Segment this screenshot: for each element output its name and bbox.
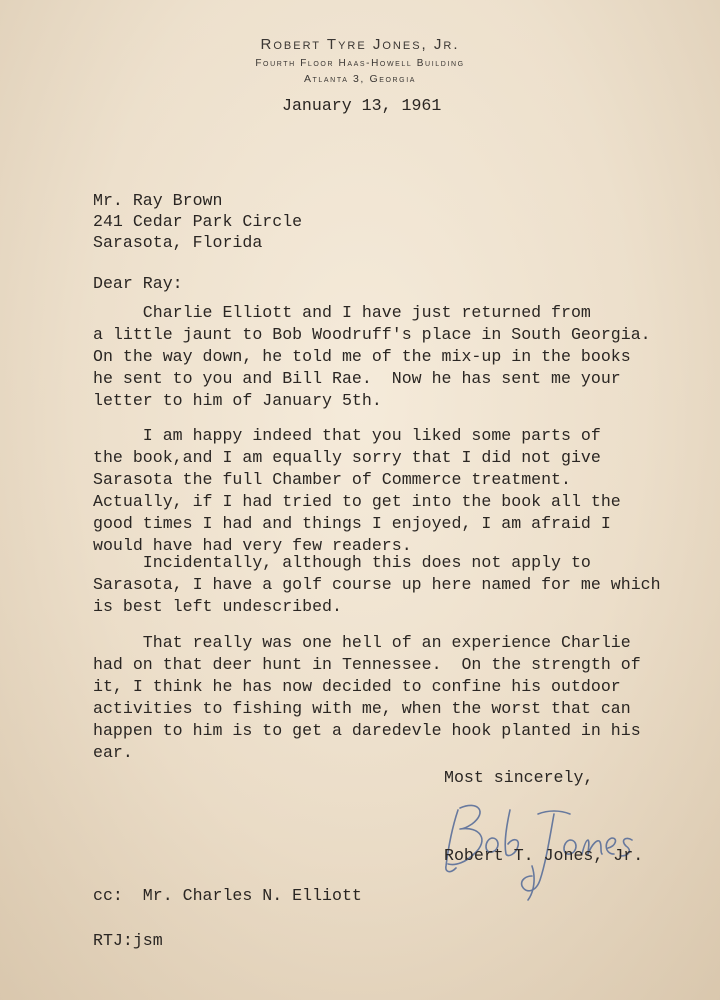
letter-date: January 13, 1961 (282, 96, 442, 115)
body-line: a little jaunt to Bob Woodruff's place in South Georgia. (93, 325, 651, 344)
body-line: would have had very few readers. (93, 536, 412, 555)
recipient-city: Sarasota, Florida (93, 233, 263, 252)
body-paragraph-4 (93, 632, 703, 764)
letterhead-name: Robert Tyre Jones, Jr. (260, 36, 460, 53)
body-line: I am happy indeed that you liked some parts of (93, 426, 601, 445)
body-line: ear. (93, 743, 133, 762)
body-line: happen to him is to get a daredevle hook planted in his (93, 721, 641, 740)
carbon-copy-line: cc: Mr. Charles N. Elliott (93, 886, 362, 905)
letterhead-city: Atlanta 3, Georgia (303, 73, 417, 85)
body-paragraph-1 (93, 302, 703, 412)
body-line: is best left undescribed. (93, 597, 342, 616)
reference-initials: RTJ:jsm (93, 931, 163, 950)
body-line: it, I think he has now decided to confine his outdoor (93, 677, 621, 696)
body-line: Actually, if I had tried to get into the book all the (93, 492, 621, 511)
body-line: Sarasota the full Chamber of Commerce treatment. (93, 470, 571, 489)
body-line: That really was one hell of an experience Charlie (93, 633, 631, 652)
typed-signature-name: Robert T. Jones, Jr. (444, 846, 644, 865)
letterhead-building: Fourth Floor Haas-Howell Building (255, 58, 465, 69)
recipient-name: Mr. Ray Brown (93, 191, 223, 210)
body-paragraph-2 (93, 425, 703, 557)
body-line: he sent to you and Bill Rae. Now he has sent me your (93, 369, 621, 388)
body-line: had on that deer hunt in Tennessee. On the strength of (93, 655, 641, 674)
body-line: On the way down, he told me of the mix-up in the books (93, 347, 631, 366)
closing: Most sincerely, (444, 768, 594, 787)
body-paragraph-3 (93, 552, 703, 618)
body-line: Charlie Elliott and I have just returned from (93, 303, 591, 322)
body-line: the book,and I am equally sorry that I did not give (93, 448, 601, 467)
recipient-street: 241 Cedar Park Circle (93, 212, 303, 231)
salutation: Dear Ray: (93, 274, 183, 293)
body-line: activities to fishing with me, when the worst that can (93, 699, 631, 718)
body-line: Incidentally, although this does not apply to (93, 553, 591, 572)
body-line: letter to him of January 5th. (93, 391, 382, 410)
body-line: Sarasota, I have a golf course up here named for me which (93, 575, 661, 594)
body-line: good times I had and things I enjoyed, I am afraid I (93, 514, 611, 533)
